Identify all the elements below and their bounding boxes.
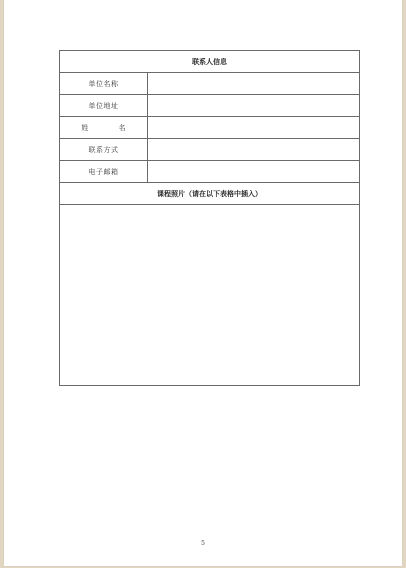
- field-row-name: [60, 117, 359, 139]
- field-row-unit-name: [60, 73, 359, 95]
- email-field[interactable]: [148, 161, 359, 182]
- contact-info-header: [60, 51, 359, 73]
- name-field[interactable]: [148, 117, 359, 138]
- contact-label: 联系方式: [60, 139, 148, 160]
- email-label: 电子邮箱: [60, 161, 148, 182]
- course-photo-header: [60, 183, 359, 205]
- course-photo-area[interactable]: [60, 205, 359, 385]
- field-row-email: [60, 161, 359, 183]
- unit-name-label: 单位名称: [60, 73, 148, 94]
- unit-address-label: 单位地址: [60, 95, 148, 116]
- field-row-unit-address: [60, 95, 359, 117]
- page-number: 5: [201, 540, 205, 547]
- document-page: [4, 0, 402, 566]
- name-label: 姓 名: [60, 117, 148, 138]
- contact-info-title: 联系人信息: [192, 57, 227, 66]
- contact-field[interactable]: [148, 139, 359, 160]
- unit-address-field[interactable]: [148, 95, 359, 116]
- field-row-contact: [60, 139, 359, 161]
- unit-name-field[interactable]: [148, 73, 359, 94]
- contact-info-table: [59, 50, 360, 386]
- course-photo-title: 课程照片（请在以下表格中插入）: [157, 189, 262, 198]
